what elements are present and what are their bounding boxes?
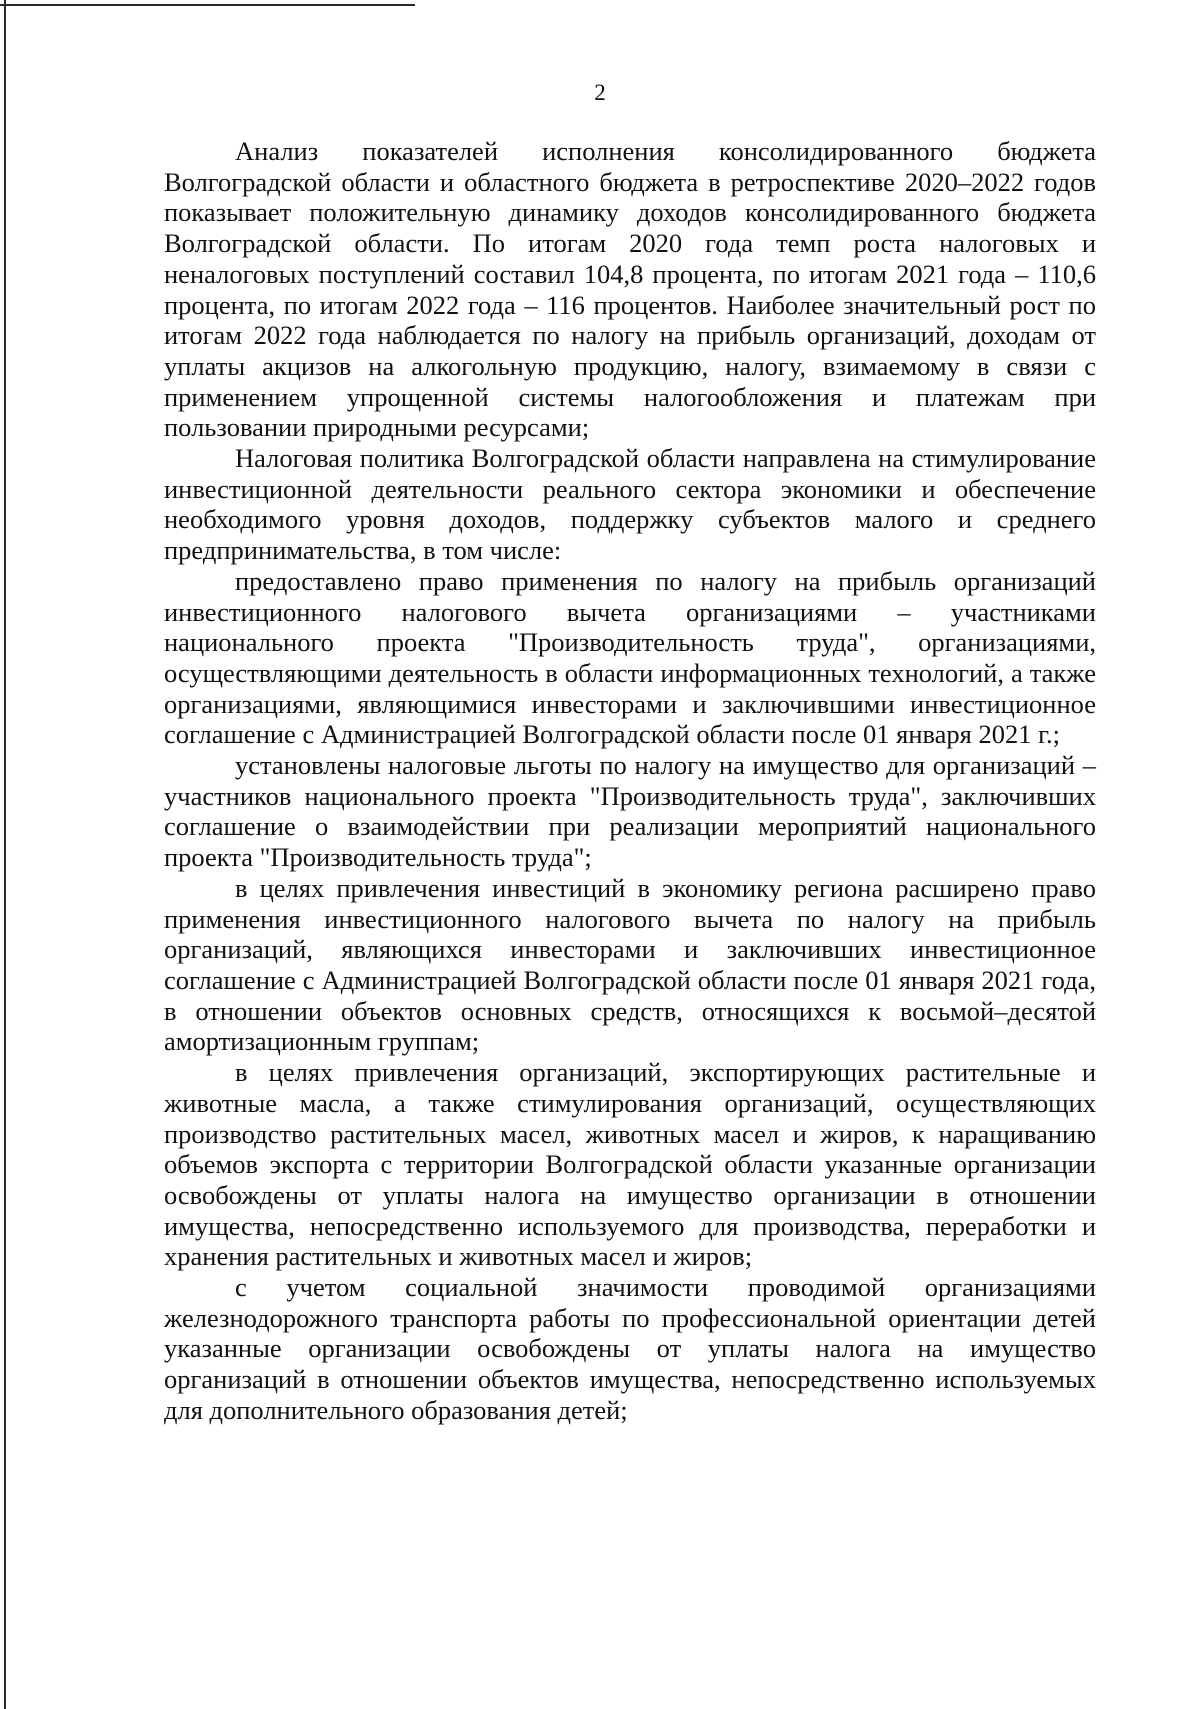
page-number: 2	[594, 80, 606, 105]
document-body	[164, 136, 1096, 1426]
paragraph-investment-attraction: в целях привлечения инвестиций в экономику региона расширено право применения инвестиционного налогового вычета по налогу на прибыль организаций, являющихся инвесторами и заключивших инвестиционное соглашение с Администрацией Волгоградской области после 01 января 2021 года, в отношении объектов основных средств, относящихся к восьмой–десятой амортизационным группам;	[164, 872, 1096, 1057]
scan-border-left	[4, 0, 6, 1709]
paragraph-investment-deduction: предоставлено право применения по налогу на прибыль организаций инвестиционного налогового вычета организациями – участниками национального проекта "Производительность труда", организациями, осуществляющими деятельность в области информационных технологий, а также организациями, являющимися инвесторами и заключившими инвестиционное соглашение с Администрацией Волгоградской области после 01 января 2021 г.;	[164, 565, 1096, 750]
paragraph-oil-exporters: в целях привлечения организаций, экспортирующих растительные и животные масла, а также стимулирования организаций, осуществляющих производство растительных масел, животных масел и жиров, к наращиванию объемов экспорта с территории Волгоградской области указанные организации освобождены от уплаты налога на имущество организации в отношении имущества, непосредственно используемого для производства, переработки и хранения растительных и животных масел и жиров;	[164, 1057, 1096, 1272]
paragraph-railway-transport: с учетом социальной значимости проводимой организациями железнодорожного транспорта работы по профессиональной ориентации детей указанные организации освобождены от уплаты налога на имущество организаций в отношении объектов имущества, непосредственно используемых для дополнительного образования детей;	[164, 1272, 1096, 1425]
paragraph-property-tax-benefits: установлены налоговые льготы по налогу на имущество для организаций – участников национального проекта "Производительность труда", заключивших соглашение о взаимодействии при реализации мероприятий национального проекта "Производительность труда";	[164, 750, 1096, 873]
scan-border-top	[0, 4, 415, 6]
paragraph-tax-policy: Налоговая политика Волгоградской области направлена на стимулирование инвестиционной деятельности реального сектора экономики и обеспечение необходимого уровня доходов, поддержку субъектов малого и среднего предпринимательства, в том числе:	[164, 443, 1096, 566]
paragraph-budget-analysis: Анализ показателей исполнения консолидированного бюджета Волгоградской области и областного бюджета в ретроспективе 2020–2022 годов показывает положительную динамику доходов консолидированного бюджета Волгоградской области. По итогам 2020 года темп роста налоговых и неналоговых поступлений составил 104,8 процента, по итогам 2021 года – 110,6 процента, по итогам 2022 года – 116 процентов. Наиболее значительный рост по итогам 2022 года наблюдается по налогу на прибыль организаций, доходам от уплаты акцизов на алкогольную продукцию, налогу, взимаемому в связи с применением упрощенной системы налогообложения и платежам при пользовании природными ресурсами;	[164, 136, 1096, 443]
